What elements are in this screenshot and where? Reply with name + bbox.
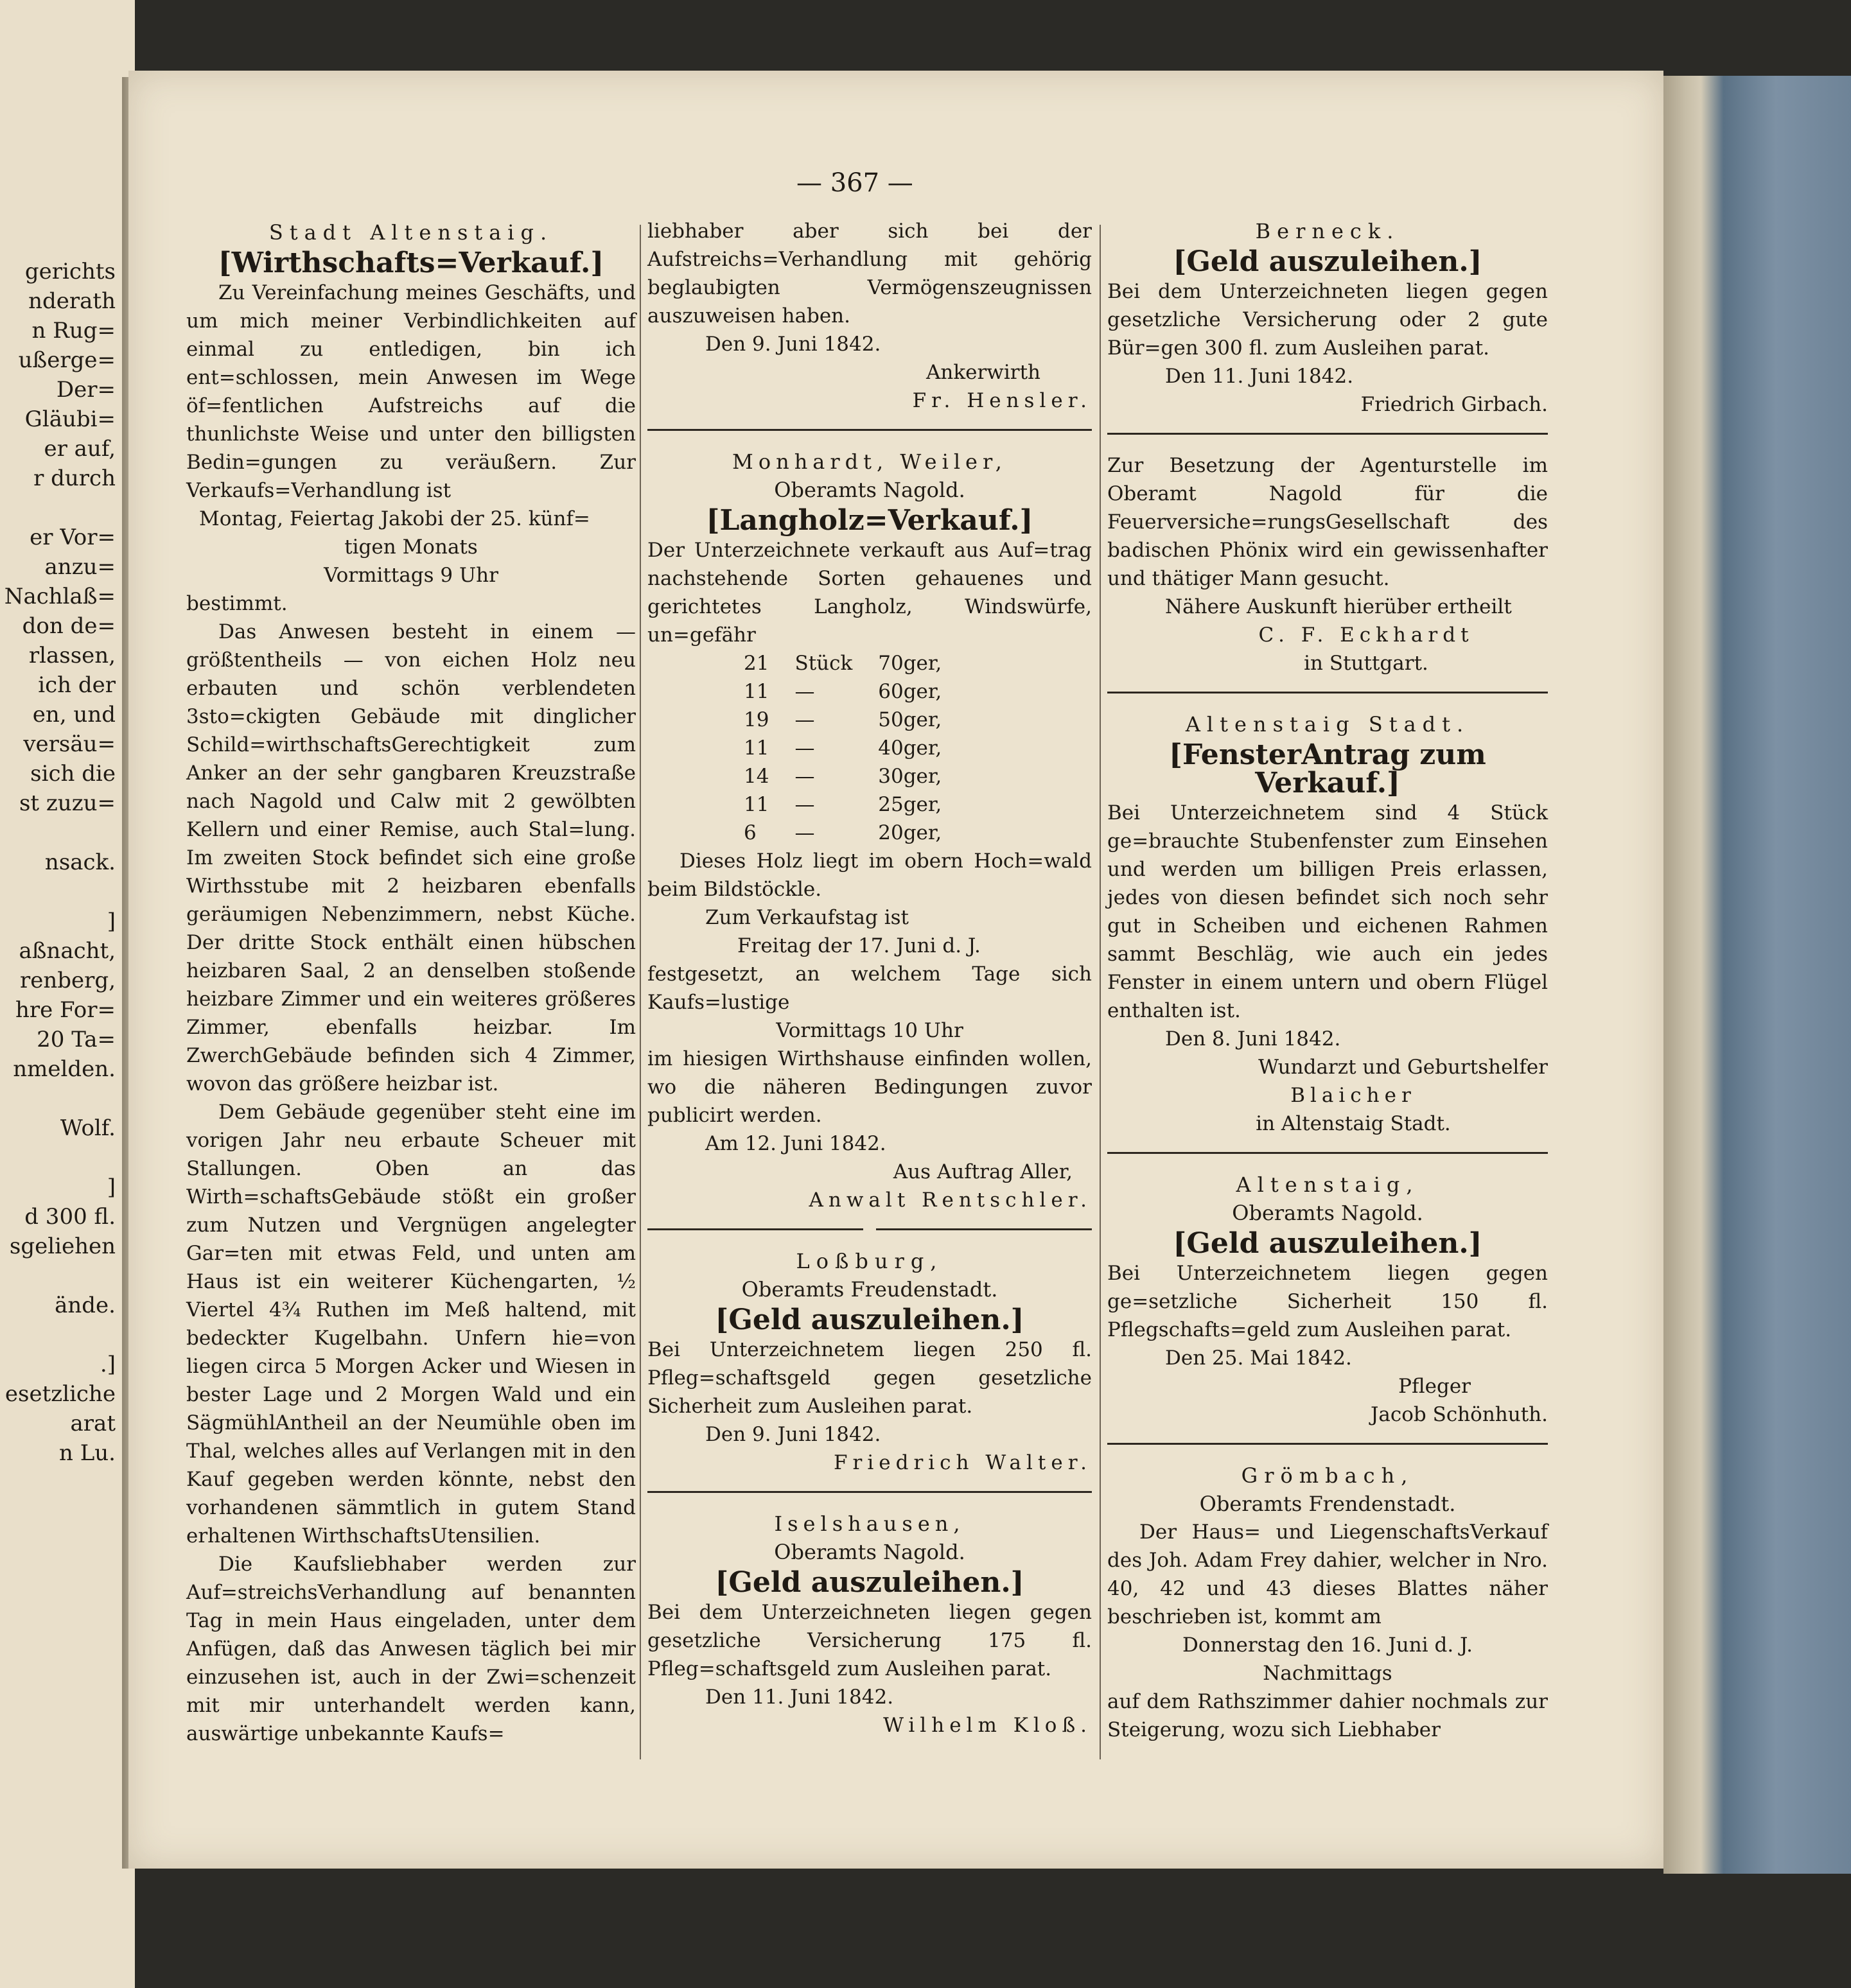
ad-signature: Anwalt Rentschler.	[809, 1189, 1092, 1212]
ad-text: Nähere Auskunft hierüber ertheilt	[1165, 595, 1512, 618]
ad-date: Donnerstag den 16. Juni d. J.	[1182, 1634, 1473, 1657]
ad-text: Zum Verkaufstag ist	[705, 906, 909, 929]
ad-signature: in Altenstaig Stadt.	[1256, 1112, 1451, 1135]
ad-place: Berneck.	[1255, 219, 1400, 243]
table-cell: —	[794, 821, 815, 844]
table-cell: —	[794, 708, 815, 731]
left-fragment-line: esetzliche	[4, 1381, 116, 1407]
ad-signature: C. F. Eckhardt	[1258, 623, 1474, 647]
table-row	[731, 819, 954, 847]
ad-signature: in Stuttgart.	[1304, 652, 1428, 675]
ad-paragraph: Zu Vereinfachung meines Geschäfts, und um mich meiner Verbindlichkeiten auf einmal zu entledigen, bin ich ent=schlossen, mein Anwesen im Wege öf=fentlichen Aufstreichs auf die thunlichste Weise und unter den billigsten Bedin=gungen zu veräußern. Zur Verkaufs=Verhandlung ist	[186, 281, 636, 502]
ad-paragraph: Die Kaufsliebhaber werden zur Auf=streichsVerhandlung auf benannten Tag in mein Haus eingeladen, unter dem Anfügen, daß das Anwesen täglich bei mir einzusehen ist, auch in der Zwi=schenzeit mit mir unterhandelt werden kann, auswärtige unbekannte Kaufs=	[186, 1553, 636, 1745]
ad-heading: [Geld auszuleihen.]	[1173, 1227, 1482, 1260]
table-cell: 11	[744, 737, 769, 760]
table-row	[731, 649, 954, 677]
left-fragment-line	[0, 877, 116, 907]
separator-rule	[647, 1228, 1092, 1230]
ad-date: Freitag der 17. Juni d. J.	[737, 934, 981, 957]
table-cell: 19	[744, 708, 769, 731]
table-row	[731, 677, 954, 706]
left-fragment-line: ]	[107, 1174, 116, 1200]
ad-signature: Fr. Hensler.	[912, 389, 1092, 412]
table-cell: 6	[744, 821, 757, 844]
ad-paragraph: liebhaber aber sich bei der Aufstreichs=Verhandlung mit gehörig beglaubigten Vermögenszeugnissen auszuweisen haben.	[647, 220, 1092, 327]
ad-place: Iselshausen,	[774, 1512, 965, 1536]
ad-signature: Friedrich Girbach.	[1360, 393, 1548, 416]
ad-signature: Friedrich Walter.	[834, 1451, 1092, 1474]
left-fragment-line: r durch	[33, 466, 116, 491]
ad-date: Den 9. Juni 1842.	[705, 1423, 881, 1446]
column-2	[647, 217, 1092, 1740]
table-cell: 30ger,	[878, 765, 942, 788]
left-fragment-line: st zuzu=	[19, 790, 116, 816]
ad-signature: Aus Auftrag Aller,	[893, 1160, 1073, 1183]
ad-paragraph: Dieses Holz liegt im obern Hoch=wald beim Bildstöckle.	[647, 850, 1092, 901]
table-cell: —	[794, 793, 815, 816]
ad-subplace: Oberamts Frendenstadt.	[1199, 1492, 1456, 1516]
ad-place: Grömbach,	[1241, 1463, 1414, 1488]
ad-place: Monhardt, Weiler,	[732, 449, 1007, 474]
left-fragment-line: n Lu.	[59, 1440, 116, 1466]
separator-rule	[1107, 433, 1548, 435]
ad-paragraph: Der Unterzeichnete verkauft aus Auf=trag nachstehende Sorten gehauenes und gerichtetes Langholz, Windswürfe, un=gefähr	[647, 539, 1092, 647]
ad-signature: Wilhelm Kloß.	[883, 1714, 1092, 1737]
ad-text: bestimmt.	[186, 592, 288, 615]
table-cell: 60ger,	[878, 680, 942, 703]
table-cell: 20ger,	[878, 821, 942, 844]
ad-paragraph: Zur Besetzung der Agenturstelle im Oberamt Nagold für die Feuerversiche=rungsGesellschaft des badischen Phönix wird ein gewissenhafter und thätiger Mann gesucht.	[1107, 454, 1548, 590]
left-fragment-line	[0, 1261, 116, 1291]
left-fragment-line	[0, 1084, 116, 1113]
left-fragment-line: .]	[100, 1352, 116, 1377]
left-fragment-line: Der=	[56, 377, 116, 403]
left-page-fragments	[0, 257, 116, 1468]
left-fragment-line: Gläubi=	[24, 406, 116, 432]
timber-table	[731, 649, 954, 847]
left-fragment-line: er Vor=	[30, 525, 116, 550]
table-cell: 11	[744, 680, 769, 703]
left-fragment-line: ußerge=	[18, 347, 116, 373]
ad-paragraph: Bei Unterzeichnetem sind 4 Stück ge=brauchte Stubenfenster zum Einsehen und werden um billigen Preis erlassen, jedes von diesen befindet sich noch sehr gut in Scheiben und eichenen Rahmen sammt Beschläg, wie auch ein jedes Fenster in einem untern und obern Flügel enthalten ist.	[1107, 801, 1548, 1022]
page-number: — 367 —	[796, 168, 913, 198]
ad-place: Loßburg,	[796, 1249, 943, 1273]
ad-heading: [FensterAntrag zum Verkauf.]	[1169, 738, 1486, 799]
ad-paragraph: Der Haus= und LiegenschaftsVerkauf des Joh. Adam Frey dahier, welcher in Nro. 40, 42 und 43 dieses Blattes näher beschrieben ist, kommt am	[1107, 1521, 1548, 1628]
left-fragment-line: renberg,	[20, 968, 116, 993]
ad-signature: Pfleger	[1398, 1375, 1471, 1398]
ad-date: tigen Monats	[344, 536, 478, 559]
ad-signature: Blaicher	[1290, 1084, 1416, 1107]
ad-paragraph: Dem Gebäude gegenüber steht eine im vorigen Jahr neu erbaute Scheuer mit Stallungen. Oben an das Wirth=schaftsGebäude stößt ein großer zum Nutzen und Vergnügen angelegter Gar=ten mit etwas Feld, und unten am Haus ist ein weiterer Küchengarten, ½ Viertel 4¾ Ruthen im Meß haltend, mit bedeckter Kugelbahn. Unfern hie=von liegen circa 5 Morgen Acker und Wiesen in bester Lage und 2 Morgen Wald und ein SägmühlAntheil an der Neumühle oben im Thal, welches alles auf Verlangen mit in den Kauf gegeben werden könnte, nebst den vorhandenen sämmtlich in gutem Stand erhaltenen WirthschaftsUtensilien.	[186, 1101, 636, 1548]
left-fragment-line: hre For=	[15, 997, 116, 1023]
ad-heading: [Langholz=Verkauf.]	[706, 504, 1033, 537]
ad-time: Vormittags 10 Uhr	[776, 1019, 963, 1042]
left-fragment-line: versäu=	[23, 731, 116, 757]
ad-date: Den 25. Mai 1842.	[1165, 1347, 1352, 1370]
separator-rule	[647, 429, 1092, 431]
left-fragment-line: en, und	[32, 702, 116, 728]
left-fragment-line: aßnacht,	[19, 938, 116, 964]
ad-time: Vormittags 9 Uhr	[324, 564, 498, 587]
table-cell: 25ger,	[878, 793, 942, 816]
separator-rule	[1107, 1152, 1548, 1154]
left-fragment-line: rlassen,	[28, 643, 116, 668]
column-3	[1107, 217, 1548, 1744]
left-fragment-line: n Rug=	[31, 318, 116, 344]
ad-paragraph: Bei Unterzeichnetem liegen 250 fl. Pfleg=schaftsgeld gegen gesetzliche Sicherheit zum Ausleihen parat.	[647, 1338, 1092, 1418]
table-cell: 14	[744, 765, 769, 788]
ad-signature: Wundarzt und Geburtshelfer	[1258, 1056, 1548, 1079]
table-cell: Stück	[794, 652, 853, 675]
book-cover-edge	[1663, 76, 1851, 1874]
left-fragment-line: nsack.	[44, 850, 116, 875]
left-fragment-line	[0, 1143, 116, 1173]
left-fragment-line: ich der	[38, 672, 116, 698]
table-cell: 11	[744, 793, 769, 816]
left-fragment-line: gerichts	[24, 259, 116, 284]
left-fragment-line: 20 Ta=	[37, 1027, 116, 1052]
left-fragment-line: sich die	[30, 761, 116, 787]
left-fragment-line	[0, 818, 116, 848]
ad-paragraph: festgesetzt, an welchem Tage sich Kaufs=lustige	[647, 963, 1092, 1014]
ad-date: Den 11. Juni 1842.	[1165, 365, 1354, 388]
ad-subplace: Oberamts Nagold.	[1232, 1201, 1423, 1225]
separator-rule	[1107, 1443, 1548, 1445]
left-fragment-line	[0, 1320, 116, 1350]
column-divider	[1100, 225, 1101, 1759]
separator-rule	[1107, 692, 1548, 693]
ad-place: Stadt Altenstaig.	[268, 220, 554, 245]
left-fragment-line: ]	[107, 909, 116, 934]
table-cell: 40ger,	[878, 737, 942, 760]
ad-paragraph: Bei dem Unterzeichneten liegen gegen gesetzliche Versicherung 175 fl. Pfleg=schaftsgeld zum Ausleihen parat.	[647, 1601, 1092, 1680]
ad-heading: [Geld auszuleihen.]	[1173, 245, 1482, 278]
column-1	[186, 218, 636, 1748]
table-cell: —	[794, 680, 815, 703]
ad-paragraph: Bei Unterzeichnetem liegen gegen ge=setzliche Sicherheit 150 fl. Pflegschafts=geld zum Ausleihen parat.	[1107, 1262, 1548, 1341]
ad-heading: [Wirthschafts=Verkauf.]	[218, 247, 604, 279]
ad-time: Nachmittags	[1263, 1662, 1392, 1685]
ad-paragraph: Bei dem Unterzeichneten liegen gegen gesetzliche Versicherung oder 2 gute Bür=gen 300 fl. zum Ausleihen parat.	[1107, 280, 1548, 360]
left-fragment-line: d 300 fl.	[24, 1204, 116, 1230]
table-cell: —	[794, 765, 815, 788]
left-fragment-line	[0, 493, 116, 523]
ad-date: Den 9. Juni 1842.	[705, 333, 881, 356]
table-row	[731, 762, 954, 790]
left-fragment-line: Nachlaß=	[4, 584, 116, 609]
left-fragment-line: nderath	[28, 288, 116, 314]
column-divider	[640, 225, 641, 1759]
left-fragment-line: nmelden.	[13, 1056, 116, 1082]
left-fragment-line: don de=	[22, 613, 116, 639]
ad-heading: [Geld auszuleihen.]	[715, 1566, 1024, 1599]
table-row	[731, 790, 954, 819]
ad-signature: Ankerwirth	[926, 361, 1040, 384]
ad-date: Am 12. Juni 1842.	[705, 1132, 886, 1155]
ad-place: Altenstaig,	[1236, 1173, 1419, 1197]
ad-date: Den 11. Juni 1842.	[705, 1686, 894, 1709]
table-cell: —	[794, 737, 815, 760]
ad-subplace: Oberamts Nagold.	[774, 478, 965, 502]
table-row	[731, 706, 954, 734]
ad-date: Montag, Feiertag Jakobi der 25. künf=	[199, 507, 590, 530]
left-fragment-line: anzu=	[44, 554, 116, 580]
ad-subplace: Oberamts Freudenstadt.	[741, 1277, 998, 1302]
table-cell: 21	[744, 652, 769, 675]
left-fragment-line: Wolf.	[60, 1115, 116, 1141]
ad-paragraph: auf dem Rathszimmer dahier nochmals zur Steigerung, wozu sich Liebhaber	[1107, 1690, 1548, 1741]
table-row	[731, 734, 954, 762]
ad-heading: [Geld auszuleihen.]	[715, 1304, 1024, 1336]
left-fragment-line: arat	[70, 1411, 116, 1436]
left-fragment-line: ände.	[55, 1293, 116, 1318]
ad-place: Altenstaig Stadt.	[1185, 712, 1470, 737]
table-cell: 50ger,	[878, 708, 942, 731]
ad-paragraph: Das Anwesen besteht in einem — größtentheils — von eichen Holz neu erbauten und schön verblendeten 3sto=ckigten Gebäude mit dinglicher Schild=wirthschaftsGerechtigkeit zum Anker an der sehr gangbaren Kreuzstraße nach Nagold und Calw mit 2 gewölbten Kellern und einer Remise, auch Stal=lung. Im zweiten Stock befindet sich eine große Wirthsstube mit 2 heizbaren ebenfalls geräumigen Nebenzimmern, nebst Küche. Der dritte Stock enthält einen hübschen heizbaren Saal, 2 an denselben stoßende heizbare Zimmer und ein weiteres größeres Zimmer, ebenfalls heizbar. Im ZwerchGebäude befinden sich 4 Zimmer, wovon das größere heizbar ist.	[186, 620, 636, 1095]
ad-subplace: Oberamts Nagold.	[774, 1540, 965, 1564]
ad-signature: Jacob Schönhuth.	[1370, 1403, 1548, 1426]
separator-rule	[647, 1491, 1092, 1493]
left-fragment-line: sgeliehen	[9, 1234, 116, 1259]
ad-date: Den 8. Juni 1842.	[1165, 1027, 1341, 1051]
left-fragment-line: er auf,	[44, 436, 116, 462]
table-cell: 70ger,	[878, 652, 942, 675]
ad-paragraph: im hiesigen Wirthshause einfinden wollen, wo die näheren Bedingungen zuvor publicirt werden.	[647, 1047, 1092, 1127]
